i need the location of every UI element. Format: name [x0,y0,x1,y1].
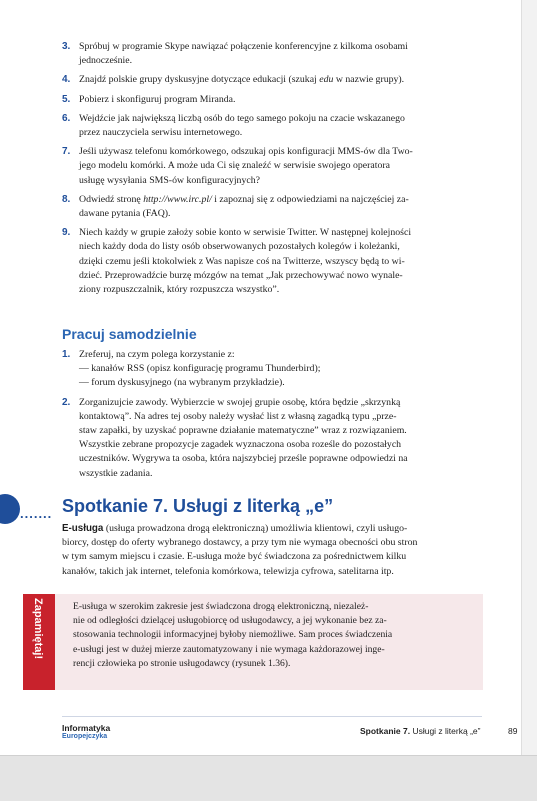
section-marker-dots: ....... [20,506,53,521]
remember-box [23,594,483,690]
term-bold: E-usługa [62,523,104,534]
list-item: 9. Niech każdy w grupie założy sobie konto w serwisie Twitter. W następnej kolejności niech każdy doda do listy osób obserwowanych pozostałych kolegów i koleżanki, dzięki czemu jeśli ktokolwiek z Was napisze coś na Twitterze, wszyscy będą to wi- dzieć. Przeprowadźcie burzę mózgów na temat „Jak przechowywać nowo wynale- ziony rozpuszczalnik, który rozpuszcza wszystko”. [62,227,412,296]
remember-label: Zapamiętaj! [32,598,44,660]
list-item: 6. Wejdźcie jak największą liczbą osób do tego samego pokoju na czacie wskazanego przez nauczyciela serwisu internetowego. [62,112,405,139]
exercise-list-independent [62,348,482,486]
list-item: 5. Pobierz i skonfiguruj program Miranda. [62,93,236,105]
section-heading-work: Pracuj samodzielnie [62,326,197,342]
footer-brand: Informatyka [62,723,111,733]
remember-text: E-usługa w szerokim zakresie jest świadczona drogą elektroniczną, niezależ- nie od odległości dzielącej usługobiorcę od usługodawcy, a jej wykonanie bez za- stosowania technologii informacyjnej byłoby niemożliwe. Sam proces świadczenia e-usługi jest w dużej mierze zautomatyzowany i nie wymaga każdorazowej inge- rencji człowieka po stronie usługodawcy (rysunek 1.36). [73,601,393,669]
viewer-bottom-bar [0,755,537,801]
definition-paragraph: E-usługa (usługa prowadzona drogą elektroniczną) umożliwia klientowi, czyli usługo- biorcy, dostęp do oferty wybranego dostawcy, a przy tym nie wymaga obecności obu stron w tym samym miejscu i czasie. E-usługa może być świadczona za pośrednictwem kilku kanałów, takich jak internet, telefonia komórkowa, telewizja cyfrowa, satelitarna itp. [62,523,418,577]
list-item: 2. Zorganizujcie zawody. Wybierzcie w swojej grupie osobę, która będzie „skrzynką kontaktową”. Na adres tej osoby należy wysłać list z własną zagadką typu „prze- staw zapałki, by uzyskać poprawne działanie matematyczne” wraz z rozwiązaniem. Wszystkie zebrane propozycje zagadek wyznaczona osoba roześle do pozostałych uczestników. Wygrywa ta osoba, która najszybciej prześle poprawne odpowiedzi na wszystkie zadania. [62,396,408,479]
footer-chapter: Spotkanie 7. Usługi z literką „e” [360,726,481,736]
list-item: 7. Jeśli używasz telefonu komórkowego, odszukaj opis konfiguracji MMS-ów dla Two- jego modelu komórki. A może uda Ci się znaleźć w serwisie swojego operatora usługę wysyłania SMS-ów konfiguracyjnych? [62,146,413,186]
list-item: 3. Spróbuj w programie Skype nawiązać połączenie konferencyjne z kilkoma osobami jednocześnie. [62,41,408,67]
list-item: 4. Znajdź polskie grupy dyskusyjne dotyczące edukacji (szukaj edu w nazwie grupy). [62,74,405,86]
list-item: 1. Zreferuj, na czym polega korzystanie z: — kanałów RSS (opisz konfigurację programu Thunderbird); — forum dyskusyjnego (na wybranym przykładzie). [62,349,321,389]
footer-divider [62,716,482,717]
exercise-list-continued [62,40,482,302]
page-number: 89 [508,726,518,736]
vertical-scrollbar[interactable] [521,0,537,755]
section-marker-circle [0,494,20,524]
section-title: Spotkanie 7. Usługi z literką „e” [62,496,334,516]
footer-brand-sub: Europejczyka [62,733,108,740]
list-item: 8. Odwiedź stronę http://www.irc.pl/ i zapoznaj się z odpowiedziami na najczęściej za- dawane pytania (FAQ). [62,193,409,220]
remember-strip [23,594,55,690]
